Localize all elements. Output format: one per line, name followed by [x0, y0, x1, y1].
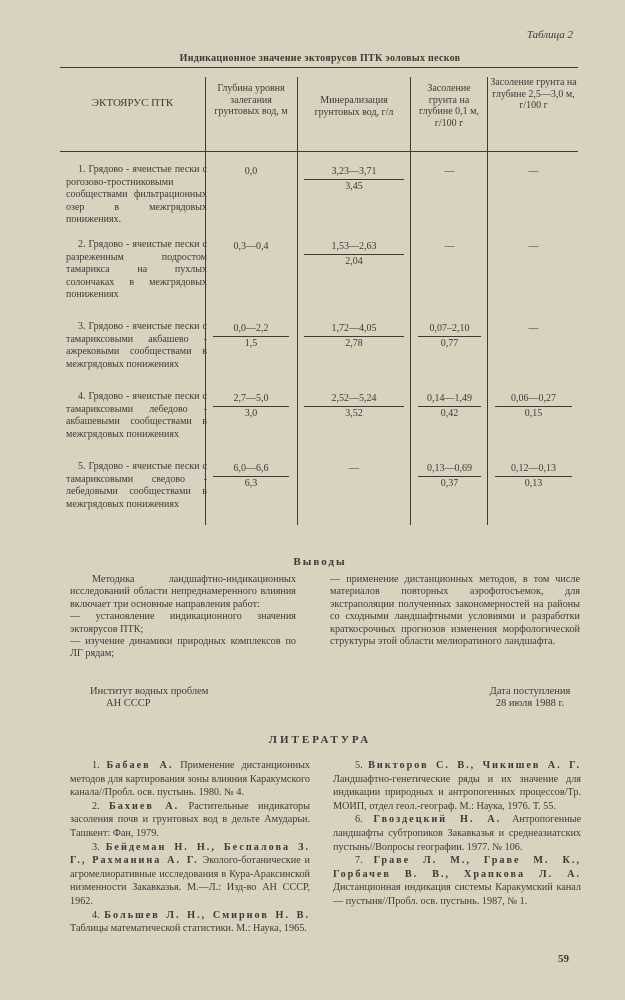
cell-range: —: [444, 166, 455, 177]
table-cell: [304, 393, 404, 420]
cell-range: 0,06—0,27: [495, 393, 572, 407]
cell-range: 3,23—3,71: [304, 166, 404, 180]
cell-range: 2,7—5,0: [213, 393, 289, 407]
cell-mean: 1,5: [244, 338, 258, 349]
cell-range: —: [444, 241, 455, 252]
reference-item: [333, 759, 581, 813]
cell-range: 0,12—0,13: [495, 463, 572, 477]
cell-mean: 6,3: [244, 478, 258, 489]
cell-range: 0,0—2,2: [213, 323, 289, 337]
reference-number: 6.: [355, 814, 363, 826]
references-left-column: [70, 759, 310, 936]
received-label: Дата поступления: [489, 686, 571, 697]
cell-range: —: [349, 463, 359, 474]
reference-details: Таблицы математической статистики. М.: Наука, 1965.: [70, 923, 307, 935]
cell-range: 0,07–2,10: [418, 323, 481, 337]
cell-range: 1,72—4,05: [304, 323, 404, 337]
table-cell: [418, 166, 481, 178]
cell-range: 0,13—0,69: [418, 463, 481, 477]
row-description: 2. Грядово - ячеистые пески с разреженным подростом тамарикса на пухлых солончаках в межгрядовых понижениях: [66, 239, 207, 301]
cell-mean: 2,78: [345, 338, 363, 349]
cell-mean: 0,15: [524, 408, 543, 419]
cell-range: 0,3—0,4: [233, 241, 269, 252]
reference-number: 7.: [355, 855, 363, 867]
cell-mean: 2,04: [345, 256, 363, 267]
cell-mean: 0,37: [440, 478, 459, 489]
literature-title: ЛИТЕРАТУРА: [268, 734, 372, 746]
table-cell: [495, 166, 572, 178]
table-cell: [418, 323, 481, 350]
reference-authors: Граве Л. М., Граве М. К., Горбачев В. В., Храпкова Л. А.: [333, 855, 581, 880]
cell-range: 2,52—5,24: [304, 393, 404, 407]
reference-number: 5.: [355, 760, 363, 771]
cell-range: —: [528, 241, 539, 252]
table-cell: [213, 241, 289, 253]
reference-authors: Викторов С. В., Чикишев А. Г.: [368, 760, 582, 771]
cell-mean: 3,52: [345, 408, 363, 419]
column-divider: [297, 77, 298, 525]
institute-academy: АН СССР: [106, 698, 151, 710]
table-cell: [213, 323, 289, 350]
cell-mean: 0,77: [440, 338, 459, 349]
table-cell: [213, 463, 289, 490]
conclusions-left-column: [70, 574, 296, 661]
cell-range: 0,14—1,49: [418, 393, 481, 407]
cell-range: 1,53—2,63: [304, 241, 404, 255]
reference-item: [70, 800, 310, 841]
row-description: 4. Грядово - ячеистые пески с тамариксовыми лебедово - акбашевыми сообществами в межгрядовых понижениях: [66, 391, 207, 440]
header-ectotier: ЭКТОЯРУС ПТК: [91, 97, 174, 109]
cell-range: 6,0—6,6: [213, 463, 289, 477]
header-groundwater-depth: Глубина уровня залегания грунтовых вод, м: [214, 83, 288, 117]
table-cell: [418, 463, 481, 490]
cell-range: —: [528, 323, 539, 334]
reference-item: [70, 909, 310, 936]
institute: [90, 686, 290, 711]
reference-details: Ландшафтно-генетические ряды и их значение для индикации природных и антропогенных процессов/Тр. МОИП, отдел геол.-географ. М.: Наука, 1976. Т. 55.: [333, 773, 581, 812]
table-cell: [304, 463, 404, 475]
reference-item: [333, 854, 581, 908]
table-cell: [304, 241, 404, 268]
table-cell: [495, 393, 572, 420]
conclusions-item: — применение дистанционных методов, в том числе материалов повторных аэрофотосъемок, для экстраполяции полученных закономерностей на районы со сходными ландшафтными условиями и разработки краткосрочных прогнозов изменения морфологической структуры этой области мелиоратиного ландшафта.: [330, 574, 580, 648]
cell-range: 0,0: [244, 166, 258, 177]
reference-number: 2.: [92, 800, 100, 812]
column-divider: [410, 77, 411, 525]
reference-details: Дистанционная индикация системы Каракумский канал — пустыня//Пробл. осв. пустынь. 1987, № 1.: [333, 882, 581, 907]
table-cell: [418, 241, 481, 253]
cell-range: —: [528, 166, 539, 177]
references-right-column: [333, 759, 581, 909]
table-cell: [495, 241, 572, 253]
header-salinity-2-5: Засоление грунта на глубине 2,5—3,0 м, г/100 г: [490, 77, 577, 111]
data-table: [60, 67, 578, 525]
reference-authors: Большев Л. Н., Смирнов Н. В.: [104, 909, 310, 921]
table-cell: [304, 166, 404, 193]
institute-name: Институт водных проблем: [90, 686, 209, 697]
table-caption: Индикационное значение эктоярусов ПТК эоловых песков: [179, 53, 461, 64]
reference-number: 4.: [92, 909, 100, 921]
reference-details: Растительные индикаторы засоления почв и грунтовых вод в дельте Амударьи. Ташкент: Фан, 1979.: [70, 800, 310, 839]
cell-mean: 3,0: [244, 408, 258, 419]
conclusions-item: — изучение динамики природных комплексов по ЛГ рядам;: [70, 636, 296, 660]
table-cell: [418, 393, 481, 420]
reference-details: Антропогенные ландшафты субтропиков Закавказья и среднеазиатских пустынь//Вопросы географии. 1977. № 106.: [333, 814, 582, 853]
cell-mean: 0,42: [440, 408, 459, 419]
received-date: [470, 686, 590, 711]
table-cell: [213, 393, 289, 420]
received-value: 28 июля 1988 г.: [495, 698, 565, 710]
conclusions-title: Выводы: [293, 556, 347, 568]
reference-details: Применение дистанционных методов для картирования зоны влияния Каракумского канала//Пробл. осв. пустынь. 1980. № 4.: [70, 760, 311, 799]
cell-mean: 0,13: [524, 478, 543, 489]
row-description: 1. Грядово - ячеистые пески с рогозово-тростниковыми сообществами фильтрационных озер в межгрядовых понижениях.: [66, 164, 207, 226]
reference-item: [333, 813, 581, 854]
reference-authors: Бабаев А.: [106, 760, 174, 771]
conclusions-paragraph: Методика ландшафтно-индикационных исследований области непреднамеренного влияния включает три основные направления работ:: [70, 574, 296, 610]
column-divider: [487, 77, 488, 525]
table-cell: [495, 323, 572, 335]
header-mineralization: Минерализация грунтовых вод, г/л: [314, 95, 394, 118]
table-cell: [304, 323, 404, 350]
table-label: Таблица 2: [526, 29, 573, 41]
conclusions-item: — установление индикационного значения эктоярусов ПТК;: [70, 611, 296, 635]
reference-details: Эколого-ботанические и агромелиоративные исследования в Кура-Араксинской низменности Закавказья. М.—Л.: Изд-во АН СССР, 1962.: [70, 855, 310, 907]
reference-item: [70, 759, 310, 800]
row-description: 5. Грядово - ячеистые пески с тамариксовыми сведово - лебедовыми сообществами в межгрядовых понижениях: [66, 461, 207, 510]
cell-mean: 3,45: [345, 181, 363, 192]
reference-authors: Гвоздецкий Н. А.: [373, 814, 502, 826]
table-cell: [495, 463, 572, 490]
reference-number: 3.: [92, 841, 100, 853]
reference-authors: Бахиев А.: [109, 800, 180, 812]
page-number: 59: [558, 953, 569, 965]
header-salinity-0-1: Засоление грунта на глубине 0,1 м, г/100 г: [418, 83, 479, 129]
conclusions-right-column: [330, 574, 580, 648]
row-description: 3. Грядово - ячеистые пески с тамариксовыми акбашево - ажрековыми сообществами в межгрядовых понижениях: [66, 321, 207, 370]
reference-number: 1.: [92, 760, 100, 771]
table-cell: [213, 166, 289, 178]
reference-authors: Бейдеман Н. Н., Беспалова З. Г., Рахманина А. Г.: [70, 841, 311, 867]
reference-item: [70, 841, 310, 909]
table-header-rule: [60, 151, 578, 152]
table-top-rule: [60, 67, 578, 68]
